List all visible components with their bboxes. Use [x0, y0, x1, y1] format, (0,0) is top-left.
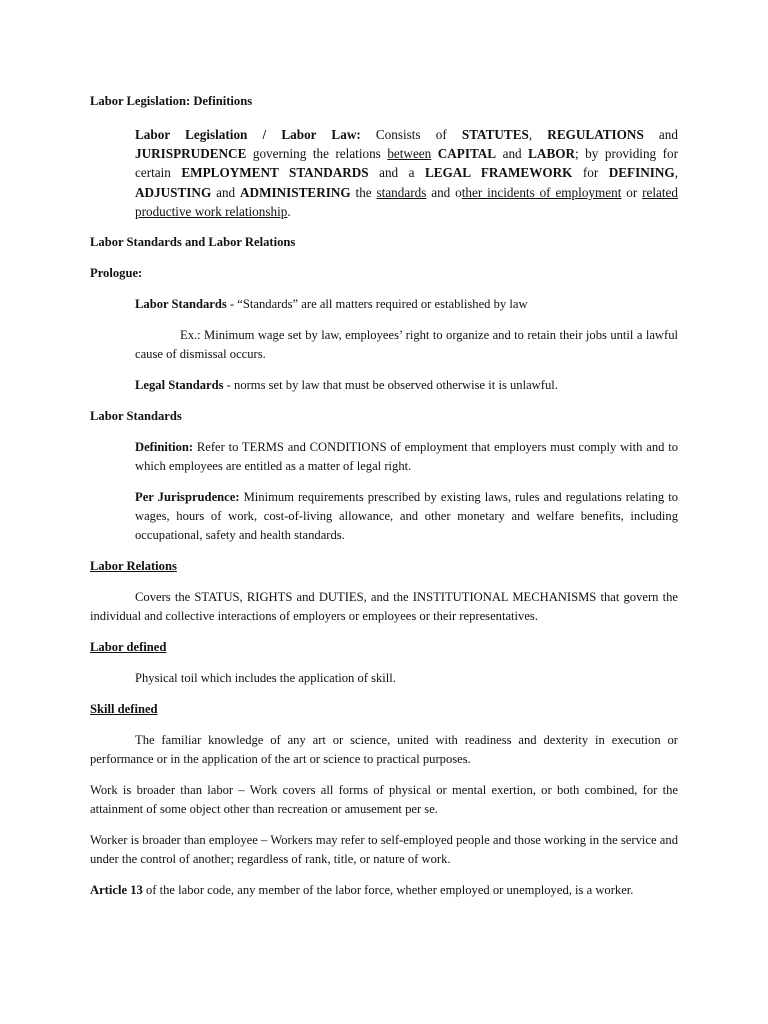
legal-standards-text: - norms set by law that must be observed otherwise it is unlawful.	[223, 378, 558, 393]
keyword-employment-standards: EMPLOYMENT STANDARDS	[181, 165, 369, 181]
example-paragraph	[90, 326, 678, 364]
text-fragment: and	[496, 146, 529, 162]
work-broader-than-labor: Work is broader than labor – Work covers all forms of physical or mental exertion, or both combined, for the attainment of some object other than recreation or amusement per se.	[90, 783, 678, 817]
underlined-standards: standards	[376, 184, 427, 200]
keyword-legal-framework: LEGAL FRAMEWORK	[424, 165, 573, 181]
labor-relations-text: Covers the STATUS, RIGHTS and DUTIES, and the INSTITUTIONAL MECHANISMS that govern the individual and collective interactions of employers or employees or their representatives.	[90, 590, 678, 624]
underlined-between: between	[387, 146, 432, 162]
keyword-defining: DEFINING	[608, 165, 675, 181]
skill-defined-text: The familiar knowledge of any art or science, united with readiness and dexterity in execution or performance or in the application of the art or science to practical purposes.	[90, 733, 678, 767]
document-title: Labor Legislation: Definitions	[90, 94, 253, 108]
text-fragment: and a	[368, 165, 425, 181]
text-fragment: and o	[426, 184, 462, 200]
article-13-text: of the labor code, any member of the labor force, whether employed or unemployed, is a worker.	[142, 883, 634, 898]
heading-labor-defined: Labor defined	[90, 640, 167, 655]
heading-skill-defined: Skill defined	[90, 702, 158, 717]
labor-standards-intro-text: - “Standards” are all matters required or established by law	[226, 297, 528, 312]
term-definition: Definition:	[135, 440, 194, 455]
per-jurisprudence-text: Minimum requirements prescribed by existing laws, rules and regulations relating to wages, hours of work, cost-of-living allowance, and other monetary and welfare benefits, including occupational, safety and health standards.	[135, 490, 679, 543]
text-fragment: ; by providing for certain	[135, 146, 678, 181]
legal-standards	[90, 376, 678, 395]
example-text: Ex.: Minimum wage set by law, employees’ right to organize and to retain their jobs until a lawful cause of dismissal occurs.	[135, 328, 678, 362]
keyword-regulations: REGULATIONS	[547, 127, 644, 142]
text-fragment: and	[643, 127, 678, 142]
term-labor-standards: Labor Standards	[135, 297, 227, 312]
text-fragment: and	[211, 184, 241, 200]
text-fragment: governing the relations	[246, 146, 388, 162]
text-fragment: Consists of	[360, 127, 462, 142]
underlined-related-work: related productive work relationship	[135, 184, 678, 219]
keyword-labor: LABOR	[528, 146, 576, 162]
keyword-capital: CAPITAL	[437, 146, 497, 162]
labor-standards-definition	[90, 438, 678, 476]
term-per-jurisprudence: Per Jurisprudence:	[135, 490, 240, 505]
labor-standards-intro	[90, 295, 678, 314]
keyword-statutes: STATUTES	[461, 127, 529, 142]
text-fragment: the	[350, 184, 377, 200]
heading-standards-and-relations: Labor Standards and Labor Relations	[90, 235, 296, 250]
text-fragment: .	[287, 203, 291, 219]
term-article-13: Article 13	[90, 883, 143, 898]
article-13-paragraph	[90, 881, 678, 900]
keyword-jurisprudence: JURISPRUDENCE	[135, 146, 247, 162]
text-fragment: ,	[674, 165, 678, 181]
per-jurisprudence	[90, 488, 678, 545]
keyword-adjusting: ADJUSTING	[135, 184, 212, 200]
text-fragment: ,	[528, 127, 548, 142]
underlined-other-incidents: ther incidents of employment	[461, 184, 622, 200]
worker-broader-than-employee: Worker is broader than employee – Workers may refer to self-employed people and those working in the service and under the control of another; regardless of rank, title, or nature of work.	[90, 833, 678, 867]
text-fragment: for	[572, 165, 609, 181]
labor-law-definition	[90, 125, 678, 221]
heading-labor-relations: Labor Relations	[90, 559, 177, 574]
term-legal-standards: Legal Standards	[135, 378, 224, 393]
term-labor-law: Labor Legislation / Labor Law:	[135, 127, 361, 142]
text-fragment: or	[621, 184, 643, 200]
heading-labor-standards: Labor Standards	[90, 409, 182, 424]
heading-prologue: Prologue:	[90, 266, 143, 281]
keyword-administering: ADMINISTERING	[240, 184, 351, 200]
definition-text: Refer to TERMS and CONDITIONS of employment that employers must comply with and to which employees are entitled as a matter of legal right.	[135, 440, 678, 474]
labor-defined-text: Physical toil which includes the application of skill.	[135, 671, 396, 686]
